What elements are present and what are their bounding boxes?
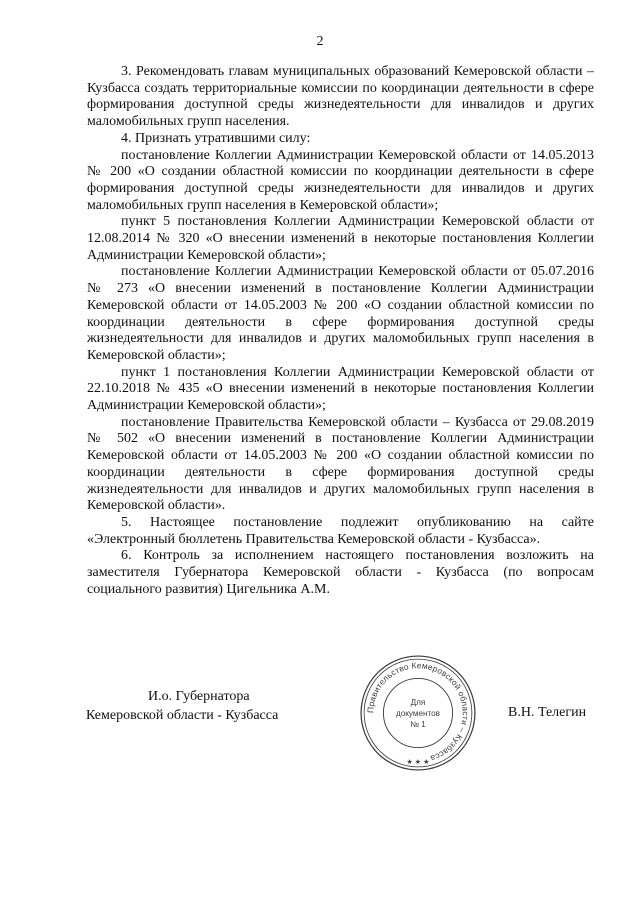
paragraph-item-5: 5. Настоящее постановление подлежит опубликованию на сайте «Электронный бюллетень Правительства Кемеровской области - Кузбасса». <box>87 514 594 547</box>
repealed-act-4: пункт 1 постановления Коллегии Администрации Кемеровской области от 22.10.2018 № 435 «О внесении изменений в некоторые постановления Коллегии Администрации Кемеровской области»; <box>87 364 594 414</box>
seal-center-line1: Для <box>410 697 426 707</box>
repealed-act-1: постановление Коллегии Администрации Кемеровской области от 14.05.2013 № 200 «О создании областной комиссии по координации деятельности в сфере формирования доступной среды жизнедеятельности для инвалидов и других маломобильных групп населения в Кемеровской области»; <box>87 147 594 213</box>
seal-star-icon: ★ ★ ★ <box>406 757 430 766</box>
repealed-act-2: пункт 5 постановления Коллегии Администрации Кемеровской области от 12.08.2014 № 320 «О внесении изменений в некоторые постановления Коллегии Администрации Кемеровской области»; <box>87 214 594 263</box>
signatory-title-line2: Кемеровской области - Кузбасса <box>86 708 279 723</box>
paragraph-item-6: 6. Контроль за исполнением настоящего постановления возложить на заместителя Губернатора Кемеровской области - Кузбасса (по вопросам социального развития) Цигельника А.М. <box>87 548 594 597</box>
page-number: 2 <box>316 34 324 49</box>
signatory-name: В.Н. Телегин <box>508 705 587 720</box>
signatory-title <box>86 687 336 725</box>
signatory-title-line1: И.о. Губернатора <box>148 689 250 704</box>
repealed-act-5: постановление Правительства Кемеровской области – Кузбасса от 29.08.2019 № 502 «О внесении изменений в постановление Коллегии Администрации Кемеровской области от 14.05.2003 № 200 «О создании областной комиссии по координации деятельности в сфере формирования доступной среды жизнедеятельности для инвалидов и других маломобильных групп населения в Кемеровской области». <box>87 414 594 514</box>
repealed-act-3: постановление Коллегии Администрации Кемеровской области от 05.07.2016 № 273 «О внесении изменений в постановление Коллегии Администрации Кемеровской области от 14.05.2003 № 200 «О создании областной комиссии по координации деятельности в сфере формирования доступной среды жизнедеятельности для инвалидов и других маломобильных групп населения в Кемеровской области»; <box>87 264 594 363</box>
paragraph-item-3: 3. Рекомендовать главам муниципальных образований Кемеровской области – Кузбасса создать территориальные комиссии по координации деятельности в сфере формирования доступной среды жизнедеятельности для инвалидов и других маломобильных групп населения. <box>87 64 594 130</box>
seal-center-line3: № 1 <box>410 720 426 730</box>
seal-ring-text: Правительство Кемеровской области – Кузбасса <box>365 660 471 764</box>
official-seal-icon <box>357 652 479 774</box>
document-body <box>87 64 594 599</box>
seal-center-line2: документов <box>396 709 440 719</box>
paragraph-item-4: 4. Признать утратившими силу: <box>121 130 311 146</box>
